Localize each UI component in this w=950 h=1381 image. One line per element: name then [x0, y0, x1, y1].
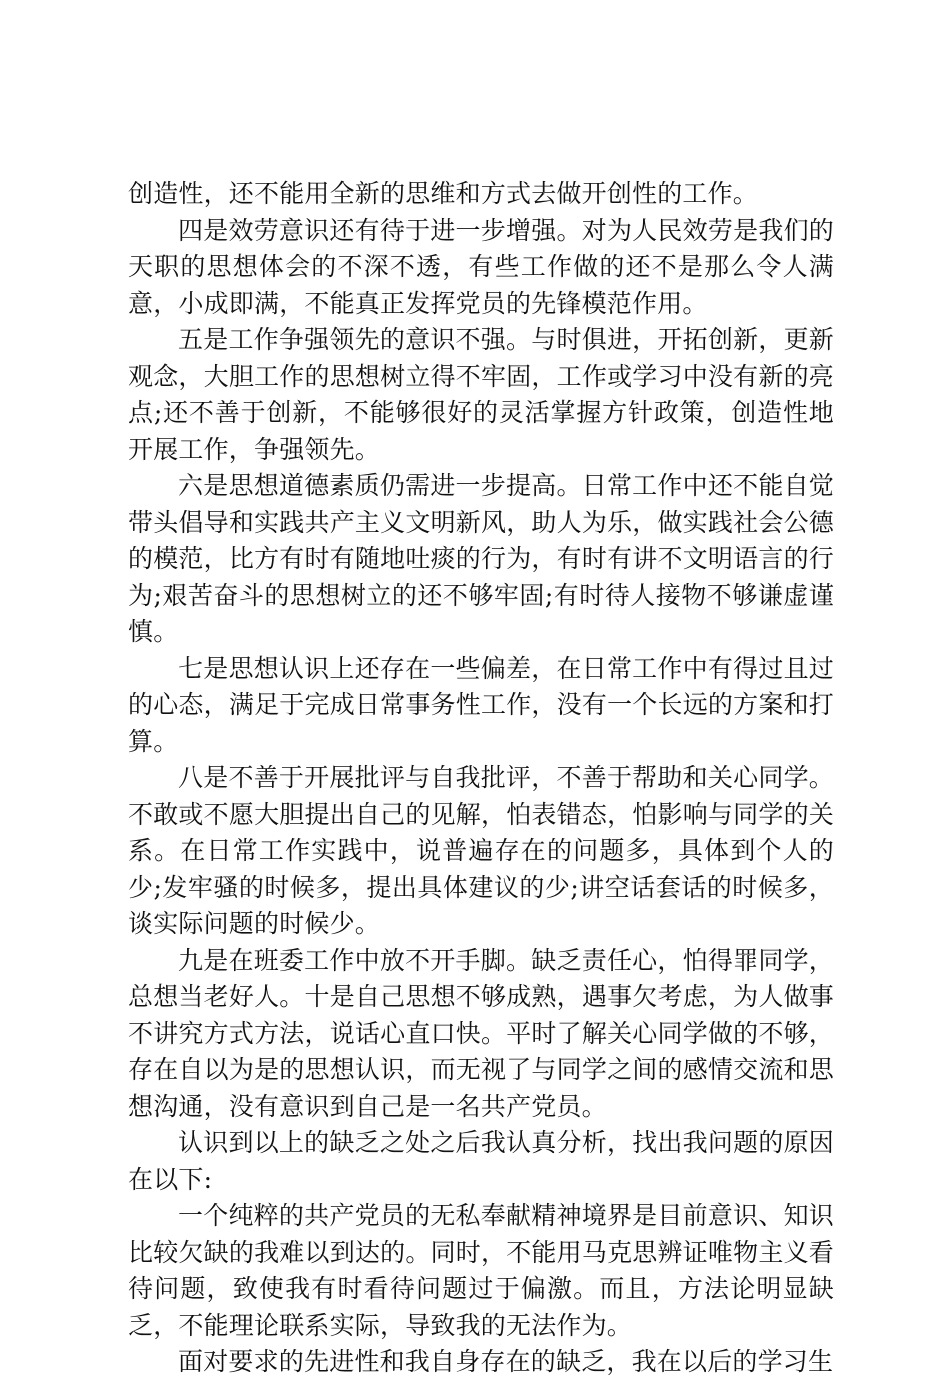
- paragraph-point-eight: 八是不善于开展批评与自我批评，不善于帮助和关心同学。不敢或不愿大胆提出自己的见解，怕表错态，怕影响与同学的关系。在日常工作实践中，说普遍存在的问题多，具体到个人的少;发牢骚的时候多，提出具体建议的少;讲空话套话的时候多，谈实际问题的时候少。: [128, 763, 834, 938]
- document-page: [128, 176, 834, 1381]
- paragraph-analysis-intro: 认识到以上的缺乏之处之后我认真分析，找出我问题的原因在以下:: [128, 1128, 834, 1194]
- paragraph-cause: 一个纯粹的共产党员的无私奉献精神境界是目前意识、知识比较欠缺的我难以到达的。同时，不能用马克思辨证唯物主义看待问题，致使我有时看待问题过于偏激。而且，方法论明显缺乏，不能理论联系实际，导致我的无法作为。: [128, 1201, 834, 1340]
- paragraph-point-five: 五是工作争强领先的意识不强。与时俱进，开拓创新，更新观念，大胆工作的思想树立得不牢固，工作或学习中没有新的亮点;还不善于创新，不能够很好的灵活掌握方针政策，创造性地开展工作，争强领先。: [128, 325, 834, 464]
- paragraph-point-seven: 七是思想认识上还存在一些偏差，在日常工作中有得过且过的心态，满足于完成日常事务性工作，没有一个长远的方案和打算。: [128, 653, 834, 756]
- paragraph-future-plan: 面对要求的先进性和我自身存在的缺乏，我在以后的学习生: [178, 1347, 834, 1376]
- paragraph-creativity-continued: 创造性，还不能用全新的思维和方式去做开创性的工作。: [128, 179, 759, 208]
- paragraph-point-nine: 九是在班委工作中放不开手脚。缺乏责任心，怕得罪同学，总想当老好人。十是自己思想不够成熟，遇事欠考虑，为人做事不讲究方式方法，说话心直口快。平时了解关心同学做的不够，存在自以为是的思想认识，而无视了与同学之间的感情交流和思想沟通，没有意识到自己是一名共产党员。: [128, 945, 834, 1121]
- paragraph-point-six: 六是思想道德素质仍需进一步提高。日常工作中还不能自觉带头倡导和实践共产主义文明新风，助人为乐，做实践社会公德的模范，比方有时有随地吐痰的行为，有时有讲不文明语言的行为;艰苦奋斗的思想树立的还不够牢固;有时待人接物不够谦虚谨慎。: [128, 471, 834, 646]
- paragraph-point-four: 四是效劳意识还有待于进一步增强。对为人民效劳是我们的天职的思想体会的不深不透，有些工作做的还不是那么令人满意，小成即满，不能真正发挥党员的先锋模范作用。: [128, 215, 834, 318]
